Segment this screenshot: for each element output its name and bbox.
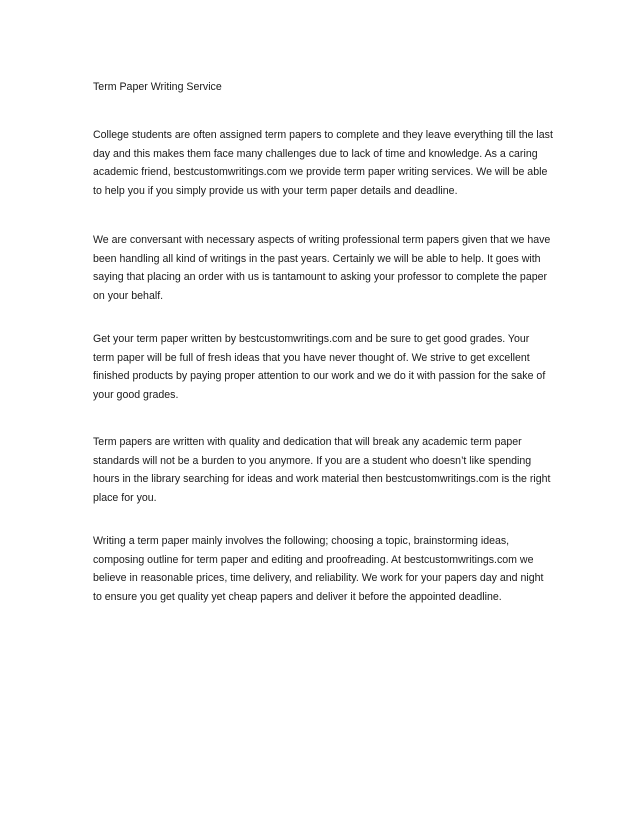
paragraph-quality: Term papers are written with quality and dedication that will break any academic term paper standards will not be a burden to you anymore. If you are a student who doesn’t like spending hours in the library searching for ideas and work material then bestcustomwritings.com is the right place for you. <box>93 436 551 504</box>
paragraph-intro: College students are often assigned term papers to complete and they leave everything till the last day and this makes them face many challenges due to lack of time and knowledge. As a caring academic friend, bestcustomwritings.com we provide term paper writing services. We will be able to help you if you simply provide us with your term paper details and deadline. <box>93 129 553 197</box>
document-title: Term Paper Writing Service <box>93 81 222 93</box>
paragraph-process: Writing a term paper mainly involves the following; choosing a topic, brainstorming ideas, composing outline for term paper and editing and proofreading. At bestcustomwritings.com we believe in reasonable prices, time delivery, and reliability. We work for your papers day and night to ensure you get quality yet cheap papers and deliver it before the appointed deadline. <box>93 535 544 603</box>
paragraph-grades: Get your term paper written by bestcustomwritings.com and be sure to get good grades. Your term paper will be full of fresh ideas that you have never thought of. We strive to get excellent finished products by paying proper attention to our work and we do it with passion for the sake of your good grades. <box>93 333 546 401</box>
paragraph-expertise: We are conversant with necessary aspects of writing professional term papers given that we have been handling all kind of writings in the past years. Certainly we will be able to help. It goes with saying that placing an order with us is tantamount to asking your professor to complete the paper on your behalf. <box>93 234 551 302</box>
